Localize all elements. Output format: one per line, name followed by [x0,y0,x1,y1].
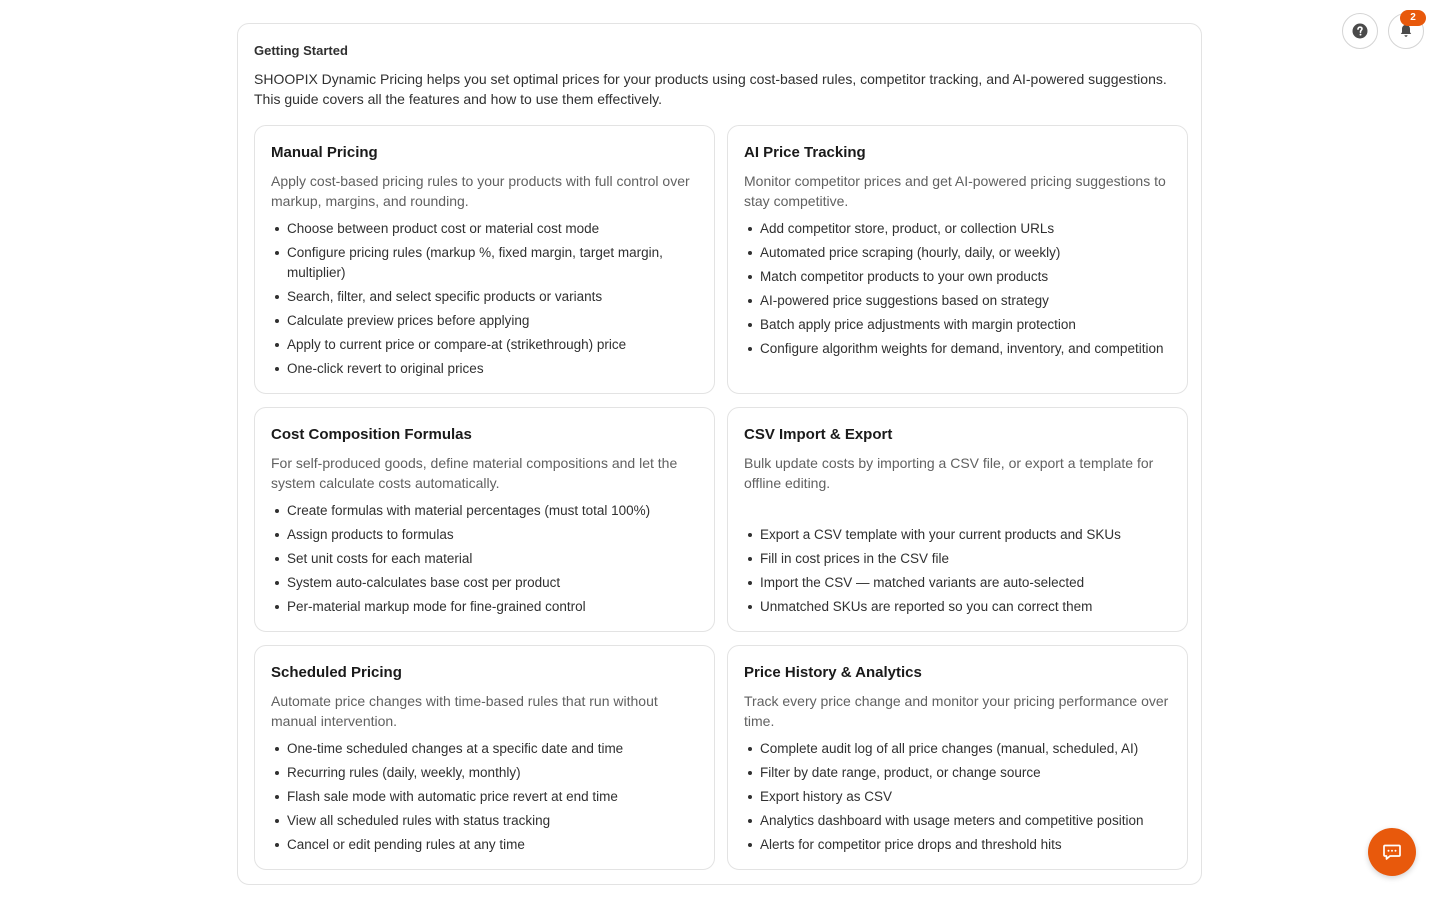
feature-card-cost-composition-formulas [254,407,715,632]
feature-list-item: Import the CSV — matched variants are auto-selected [760,573,1171,593]
feature-list [744,739,1171,855]
feature-list-item: One-time scheduled changes at a specific date and time [287,739,698,759]
feature-list [744,219,1171,359]
feature-card-csv-import-export [727,407,1188,632]
feature-list-item: Assign products to formulas [287,525,698,545]
feature-list-item: Add competitor store, product, or collection URLs [760,219,1171,239]
feature-card-manual-pricing [254,125,715,394]
feature-list [744,525,1171,617]
question-circle-icon [1352,23,1368,39]
guide-title: Getting Started [254,43,348,58]
feature-description: Monitor competitor prices and get AI-powered pricing suggestions to stay competitive. [744,173,1166,209]
feature-title: Price History & Analytics [744,664,922,681]
feature-description: Automate price changes with time-based rules that run without manual intervention. [271,693,658,729]
feature-list-item: Automated price scraping (hourly, daily, or weekly) [760,243,1171,263]
feature-description: Track every price change and monitor your pricing performance over time. [744,693,1169,729]
feature-title: Cost Composition Formulas [271,426,472,443]
chat-bubble-icon [1381,841,1403,863]
getting-started-card [237,23,1202,885]
feature-card-ai-price-tracking [727,125,1188,394]
feature-list [271,501,698,617]
feature-list-item: Export history as CSV [760,787,1171,807]
feature-list-item: Per-material markup mode for fine-grained control [287,597,698,617]
feature-list-item: Analytics dashboard with usage meters and competitive position [760,811,1171,831]
feature-list-item: Recurring rules (daily, weekly, monthly) [287,763,698,783]
feature-list-item: Export a CSV template with your current products and SKUs [760,525,1171,545]
feature-list-item: System auto-calculates base cost per product [287,573,698,593]
feature-list-item: Choose between product cost or material cost mode [287,219,698,239]
feature-list-item: AI-powered price suggestions based on strategy [760,291,1171,311]
feature-list-item: Unmatched SKUs are reported so you can correct them [760,597,1171,617]
feature-list-item: Flash sale mode with automatic price revert at end time [287,787,698,807]
feature-list-item: Alerts for competitor price drops and threshold hits [760,835,1171,855]
feature-list-item: One-click revert to original prices [287,359,698,379]
guide-intro: SHOOPIX Dynamic Pricing helps you set optimal prices for your products using cost-based rules, competitor tracking, and AI-powered suggestions. This guide covers all the features and how to use them effectively. [254,71,1167,107]
feature-list [271,219,698,379]
feature-list-item: Match competitor products to your own products [760,267,1171,287]
notification-count-badge: 2 [1400,10,1426,26]
feature-title: AI Price Tracking [744,144,866,161]
feature-list-item: Configure pricing rules (markup %, fixed margin, target margin, multiplier) [287,243,698,283]
feature-list-item: Configure algorithm weights for demand, inventory, and competition [760,339,1171,359]
feature-description: Bulk update costs by importing a CSV file, or export a template for offline editing. [744,455,1154,491]
feature-list [271,739,698,855]
chat-button[interactable] [1368,828,1416,876]
feature-list-item: Apply to current price or compare-at (strikethrough) price [287,335,698,355]
feature-list-item: View all scheduled rules with status tracking [287,811,698,831]
help-button[interactable] [1342,13,1378,49]
feature-card-scheduled-pricing [254,645,715,870]
feature-list-item: Filter by date range, product, or change source [760,763,1171,783]
feature-list-item: Calculate preview prices before applying [287,311,698,331]
feature-list-item: Fill in cost prices in the CSV file [760,549,1171,569]
feature-title: CSV Import & Export [744,426,893,443]
feature-title: Manual Pricing [271,144,378,161]
feature-description: For self-produced goods, define material compositions and let the system calculate costs automatically. [271,455,678,491]
feature-list-item: Set unit costs for each material [287,549,698,569]
feature-title: Scheduled Pricing [271,664,402,681]
feature-list-item: Complete audit log of all price changes (manual, scheduled, AI) [760,739,1171,759]
feature-card-price-history-analytics [727,645,1188,870]
feature-list-item: Cancel or edit pending rules at any time [287,835,698,855]
feature-description: Apply cost-based pricing rules to your products with full control over markup, margins, and rounding. [271,173,690,209]
feature-list-item: Create formulas with material percentages (must total 100%) [287,501,698,521]
feature-list-item: Search, filter, and select specific products or variants [287,287,698,307]
feature-list-item: Batch apply price adjustments with margin protection [760,315,1171,335]
